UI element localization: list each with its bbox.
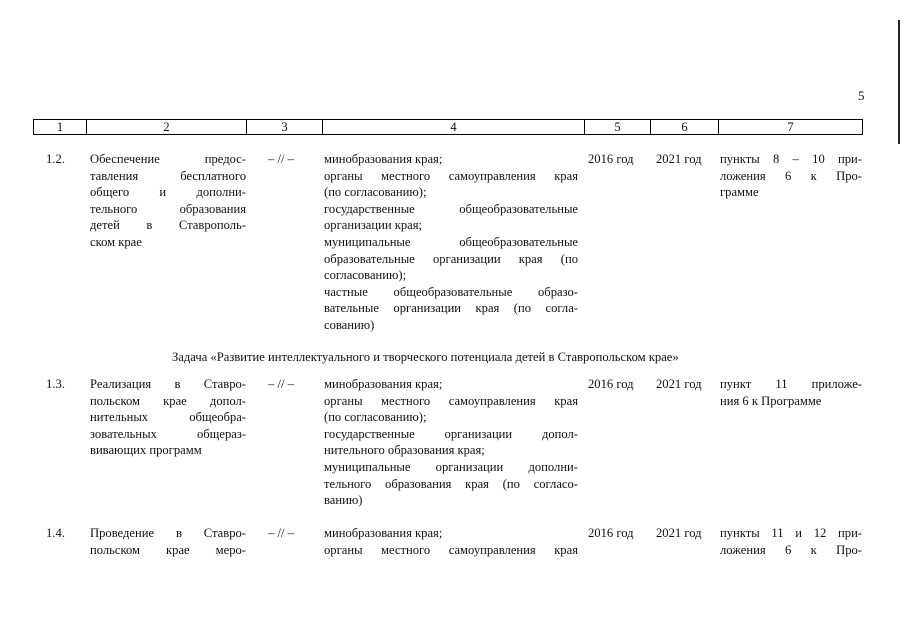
same-as-above-mark: – // – (268, 152, 294, 166)
column-number: 7 (718, 120, 862, 134)
column-number: 5 (584, 120, 650, 134)
end-year: 2021 год (656, 152, 702, 166)
column-number: 6 (650, 120, 718, 134)
start-year: 2016 год (588, 152, 634, 166)
same-as-above-mark: – // – (268, 526, 294, 540)
executors: минобразования края; органы местного самоуправления края (324, 526, 578, 557)
column-number-header (33, 119, 863, 135)
column-number: 2 (86, 120, 246, 134)
reference: пункты 11 и 12 при- ложения 6 к Про- (720, 526, 862, 557)
executors: минобразования края; органы местного самоуправления края (по согласованию); государственные организации допол- нительного образования края; муниципальные организации дополни- тельного образования края (по согласо- ванию) (324, 377, 578, 508)
start-year: 2016 год (588, 526, 634, 540)
reference: пункт 11 приложе- ния 6 к Программе (720, 377, 862, 408)
page-number: 5 (858, 88, 865, 103)
margin-rule (898, 20, 900, 144)
same-as-above-mark: – // – (268, 377, 294, 391)
reference: пункты 8 – 10 при- ложения 6 к Про- грамме (720, 152, 862, 200)
row-number: 1.4. (46, 526, 65, 540)
executors: минобразования края; органы местного самоуправления края (по согласованию); государственные общеобразовательные организации края; муниципальные общеобразовательные образовательные организации края (по согласованию); частные общеобразовательные образо- вательные организации края (по согла- сованию) (324, 152, 578, 332)
start-year: 2016 год (588, 377, 634, 391)
measure-name: Обеспечение предос- тавления бесплатного общего и дополни- тельного образования детей в Ставрополь- ском крае (90, 152, 246, 249)
task-heading: Задача «Развитие интеллектуального и творческого потенциала детей в Ставропольском крае» (172, 350, 679, 364)
end-year: 2021 год (656, 526, 702, 540)
row-number: 1.3. (46, 377, 65, 391)
column-number: 4 (322, 120, 584, 134)
column-number: 3 (246, 120, 322, 134)
row-number: 1.2. (46, 152, 65, 166)
measure-name: Проведение в Ставро- польском крае меро- (90, 526, 246, 557)
column-number: 1 (56, 120, 64, 134)
end-year: 2021 год (656, 377, 702, 391)
measure-name: Реализация в Ставро- польском крае допол- нительных общеобра- зовательных общераз- вивающих программ (90, 377, 246, 458)
